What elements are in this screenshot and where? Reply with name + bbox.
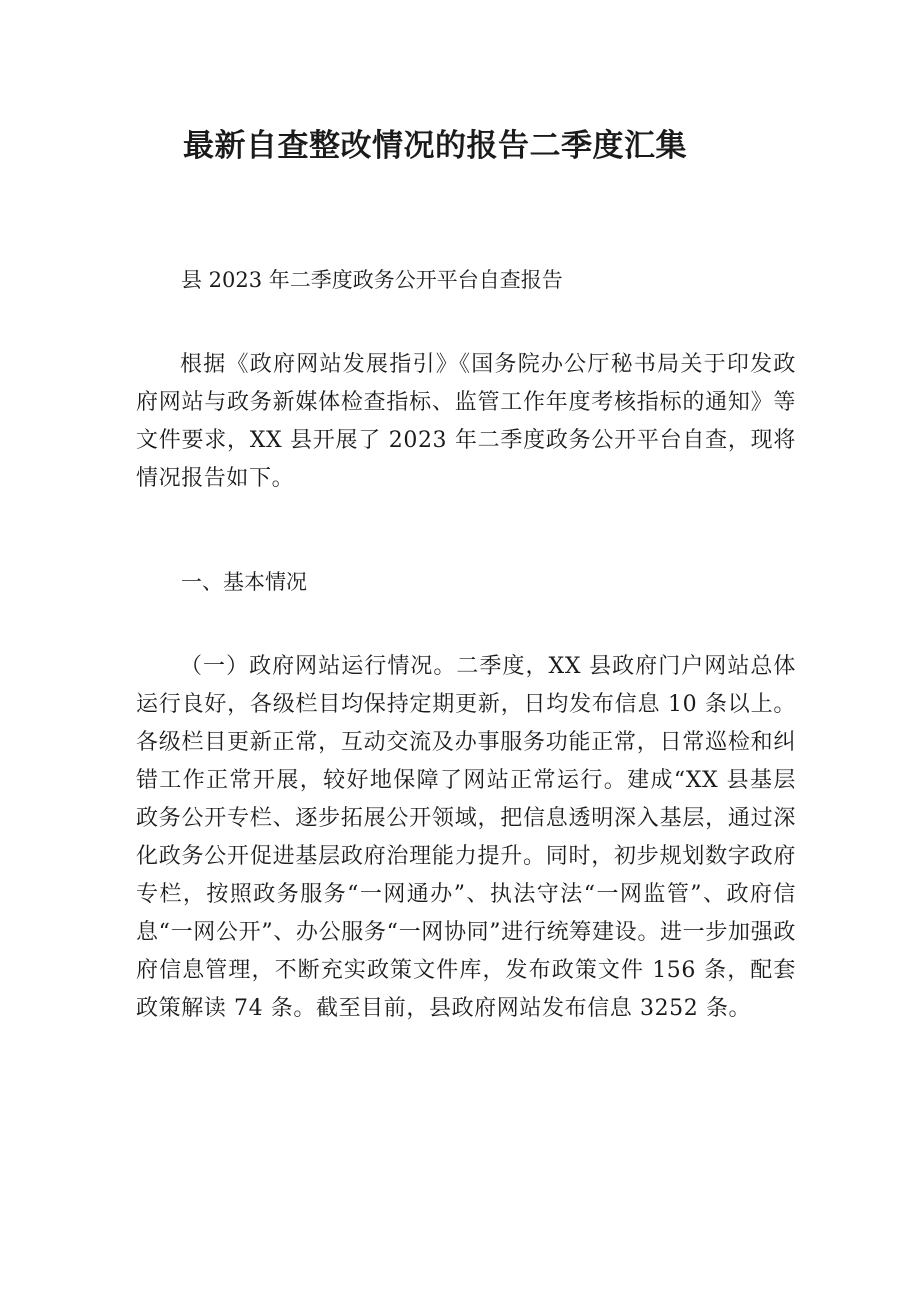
report-subtitle: 县 2023 年二季度政务公开平台自查报告 — [181, 268, 563, 292]
section-heading-basic-situation: 一、基本情况 — [181, 570, 307, 594]
section1-paragraph: （一）政府网站运行情况。二季度，XX 县政府门户网站总体运行良好，各级栏目均保持定期更新，日均发布信息 10 条以上。各级栏目更新正常，互动交流及办事服务功能正常，日常巡检和纠错工作正常开展，较好地保障了网站正常运行。建成“XX 县基层政务公开专栏、逐步拓展公开领域，把信息透明深入基层，通过深化政务公开促进基层政府治理能力提升。同时，初步规划数字政府专栏，按照政务服务“一网通办”、执法守法“一网监管”、政府信息“一网公开”、办公服务“一网协同”进行统筹建设。进一步加强政府信息管理，不断充实政策文件库，发布政策文件 156 条，配套政策解读 74 条。截至目前，县政府网站发布信息 3252 条。 — [136, 654, 796, 1021]
document-title: 最新自查整改情况的报告二季度汇集 — [183, 128, 687, 164]
intro-paragraph: 根据《政府网站发展指引》《国务院办公厅秘书局关于印发政府网站与政务新媒体检查指标、监管工作年度考核指标的通知》等文件要求，XX 县开展了 2023 年二季度政务公开平台自查，现将情况报告如下。 — [136, 352, 796, 491]
